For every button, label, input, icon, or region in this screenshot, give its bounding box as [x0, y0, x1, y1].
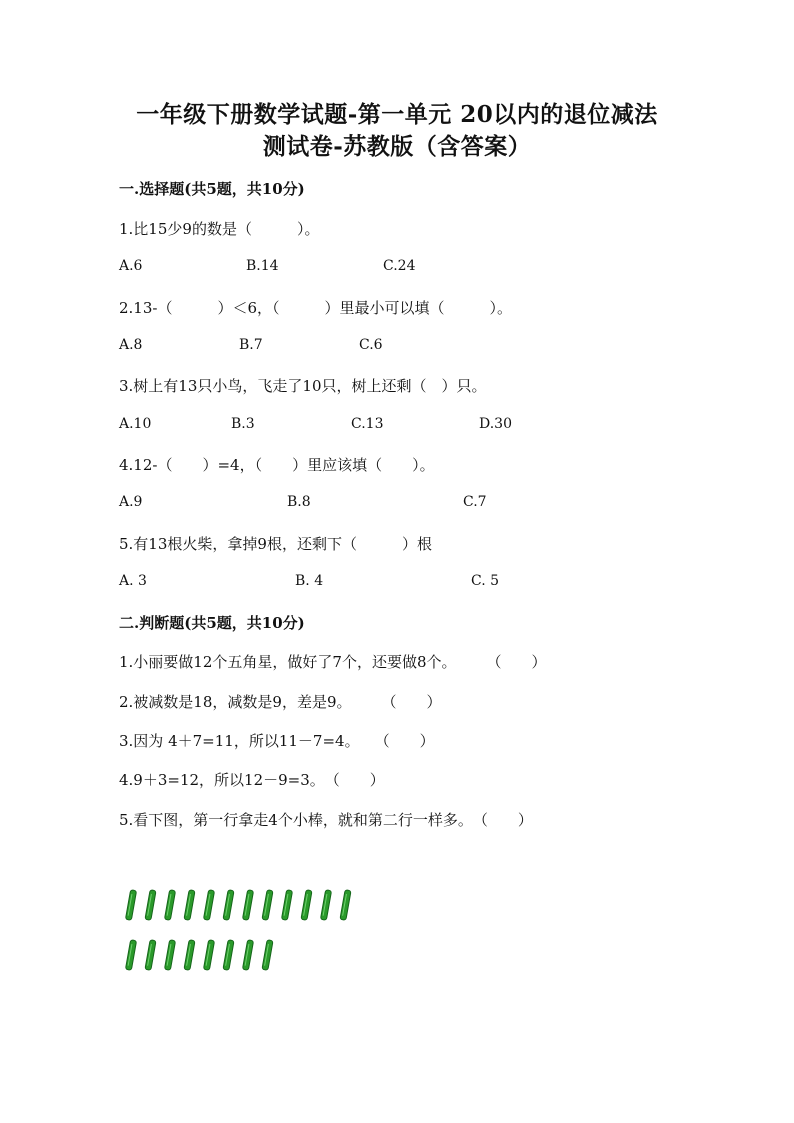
- option-1-1-a: A.6: [119, 258, 143, 274]
- question-1-3: 3.树上有13只小鸟，飞走了10只，树上还剩（ ）只。: [119, 377, 487, 395]
- matchstick-row2-8: [262, 940, 273, 971]
- option-1-4-b: B.8: [287, 494, 311, 510]
- option-1-3-c: C.13: [351, 416, 384, 432]
- matchstick-row1-2: [145, 890, 156, 921]
- option-1-2-a: A.8: [119, 337, 143, 353]
- option-1-1-c: C.24: [383, 258, 416, 274]
- judge-question-3: 3.因为 4＋7=11，所以11－7=4。 （ ）: [119, 732, 435, 750]
- option-1-4-c: C.7: [463, 494, 487, 510]
- matchstick-row1-6: [223, 890, 234, 921]
- option-1-3-d: D.30: [479, 416, 512, 432]
- question-1-1: 1.比15少9的数是（ ）。: [119, 220, 320, 238]
- option-1-5-a: A. 3: [119, 573, 147, 589]
- stick-row-1: [125, 890, 351, 921]
- judge-question-1: 1.小丽要做12个五角星，做好了7个，还要做8个。 （ ）: [119, 653, 547, 671]
- matchstick-row1-12: [340, 890, 351, 921]
- option-1-5-b: B. 4: [295, 573, 324, 589]
- matchstick-row2-2: [145, 940, 156, 971]
- matchstick-row2-7: [242, 940, 253, 971]
- matchstick-row2-4: [184, 940, 195, 971]
- matchstick-row1-8: [262, 890, 273, 921]
- page-title-line-2: 测试卷-苏教版（含答案）: [262, 133, 532, 160]
- matchstick-row1-10: [301, 890, 312, 921]
- section-1-heading: 一.选择题(共5题，共10分): [119, 180, 305, 198]
- option-1-5-c: C. 5: [471, 573, 500, 589]
- matchstick-row2-5: [203, 940, 214, 971]
- option-1-4-a: A.9: [119, 494, 143, 510]
- stick-row-2: [125, 940, 273, 971]
- question-1-2: 2.13-（ ）＜6，（ ）里最小可以填（ ）。: [119, 299, 513, 317]
- question-1-5: 5.有13根火柴，拿掉9根，还剩下（ ）根: [119, 535, 432, 553]
- matchstick-row1-9: [281, 890, 292, 921]
- option-1-1-b: B.14: [246, 258, 279, 274]
- judge-question-5: 5.看下图，第一行拿走4个小棒，就和第二行一样多。 （ ）: [119, 811, 533, 829]
- section-2-heading: 二.判断题(共5题，共10分): [119, 614, 305, 632]
- matchstick-row1-1: [125, 890, 136, 921]
- page-title-line-1: 一年级下册数学试题-第一单元 20以内的退位减法: [136, 101, 658, 128]
- judge-question-2: 2.被减数是18，减数是9，差是9。 （ ）: [119, 693, 442, 711]
- matchstick-row2-6: [223, 940, 234, 971]
- option-1-3-a: A.10: [119, 416, 152, 432]
- matchstick-row1-7: [242, 890, 253, 921]
- judge-question-4: 4.9＋3=12，所以12－9=3。 （ ）: [119, 771, 385, 789]
- matchstick-row1-5: [203, 890, 214, 921]
- matchstick-row2-1: [125, 940, 136, 971]
- matchstick-row2-3: [164, 940, 175, 971]
- option-1-2-b: B.7: [239, 337, 263, 353]
- question-1-4: 4.12-（ ）=4，（ ）里应该填（ ）。: [119, 456, 435, 474]
- matchstick-row1-11: [320, 890, 331, 921]
- matchstick-row1-4: [184, 890, 195, 921]
- option-1-2-c: C.6: [359, 337, 383, 353]
- option-1-3-b: B.3: [231, 416, 255, 432]
- matchstick-row1-3: [164, 890, 175, 921]
